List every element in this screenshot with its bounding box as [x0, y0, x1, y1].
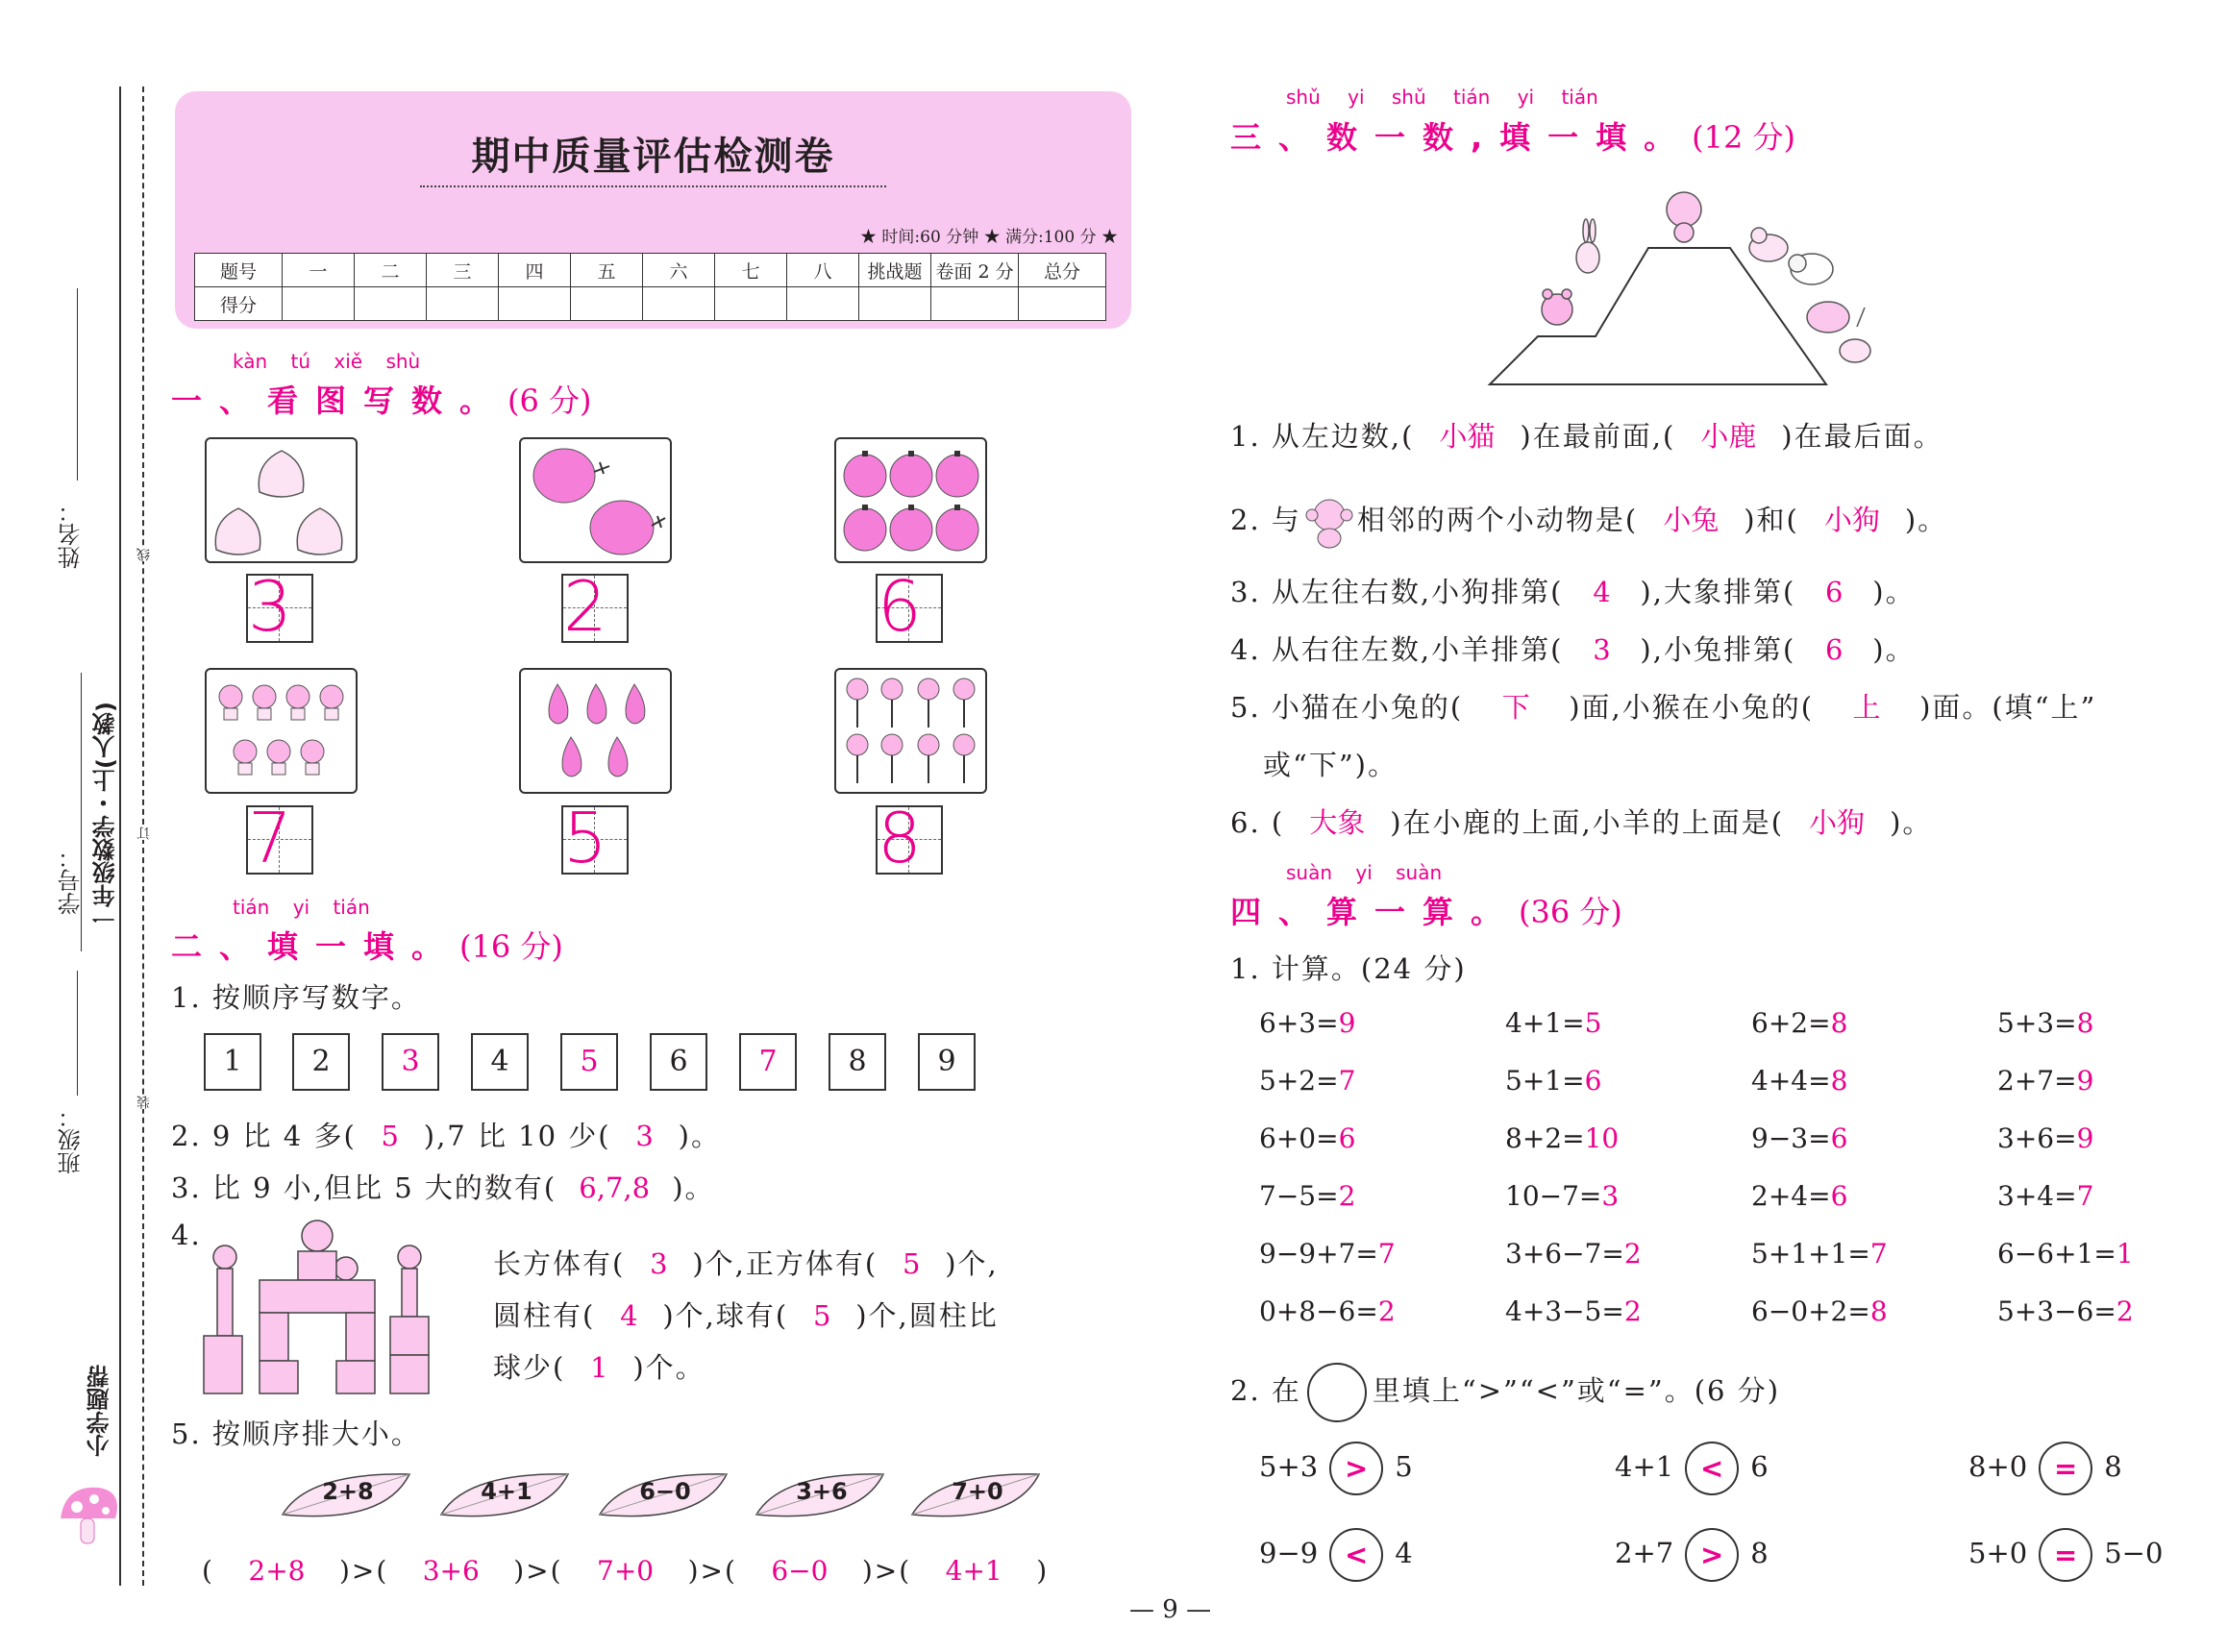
- blocks-figure: [202, 1219, 433, 1396]
- leaf-expression: 7+0: [952, 1478, 1003, 1505]
- q-text: ),7 比 10 少(: [423, 1120, 611, 1152]
- q-text: ),大象排第(: [1640, 576, 1796, 608]
- q-text: )在最后面。: [1781, 420, 1943, 453]
- s2-q5: 5. 按顺序排大小。: [171, 1418, 421, 1450]
- calc-answer[interactable]: 8: [1869, 1295, 1888, 1327]
- grade-label: 一年级数学・上(人教): [92, 702, 119, 930]
- compare-circle[interactable]: =: [2039, 1442, 2092, 1495]
- score-cell[interactable]: [283, 287, 355, 321]
- calc-expression: 2+4=: [1751, 1180, 1831, 1212]
- calc-item: [1751, 1295, 1888, 1327]
- score-cell[interactable]: [787, 287, 859, 321]
- calc-item: [1505, 1238, 1642, 1270]
- calc-expression: 5+3−6=: [1997, 1295, 2116, 1327]
- compare-circle[interactable]: <: [1685, 1442, 1739, 1495]
- apple-icon: [521, 439, 670, 561]
- answer-blank[interactable]: 小鹿: [1700, 420, 1757, 453]
- mushroom-icon: [56, 1480, 133, 1557]
- cut-mark-line: 线: [136, 548, 152, 561]
- compare-right: 5−0: [2104, 1537, 2164, 1569]
- calc-expression: 8+2=: [1505, 1122, 1585, 1154]
- q-text: )个,: [945, 1247, 999, 1280]
- leaf-expression: 2+8: [322, 1478, 374, 1505]
- calc-answer[interactable]: 2: [1623, 1295, 1642, 1327]
- answer-blank[interactable]: 1: [590, 1351, 608, 1384]
- student-id-label: 学号：: [58, 846, 85, 915]
- s4-q2: [1230, 1363, 1780, 1422]
- q-text: 2. 9 比 4 多(: [171, 1120, 357, 1152]
- s2-q4-line3: [493, 1346, 705, 1386]
- calc-answer[interactable]: 3: [1601, 1180, 1620, 1212]
- score-col: 八: [787, 254, 859, 287]
- calc-item: [1505, 1295, 1642, 1327]
- s3-pinyin: shǔ yi shǔ tián yi tián: [1286, 86, 1598, 109]
- calc-item: [1751, 1180, 1847, 1212]
- flower-icon: [836, 670, 985, 792]
- s2-title: [171, 923, 563, 967]
- s4-score: (36 分): [1519, 894, 1622, 930]
- s2-q3: [171, 1167, 715, 1206]
- calc-expression: 6+0=: [1259, 1122, 1339, 1154]
- cut-mark-bind: 订: [136, 826, 152, 840]
- calc-item: [1751, 1238, 1888, 1270]
- score-cell[interactable]: [427, 287, 499, 321]
- q-text: )个,圆柱比: [855, 1299, 999, 1332]
- answer-blank[interactable]: 上: [1852, 691, 1881, 724]
- s4-q1: 1. 计算。(24 分): [1230, 952, 1467, 985]
- answer-blank[interactable]: 4: [1593, 576, 1611, 608]
- calc-answer[interactable]: 6: [1830, 1180, 1848, 1212]
- tomatoes-picture: [834, 437, 987, 563]
- compare-item: [1615, 1528, 1769, 1582]
- s3-line6: [1230, 801, 1932, 841]
- q-text: )个,球有(: [662, 1299, 789, 1332]
- calc-item: [1997, 1180, 2093, 1212]
- answer-digit: 6: [878, 566, 922, 647]
- sequence-box[interactable]: 7: [739, 1033, 797, 1091]
- calc-item: [1259, 1007, 1355, 1039]
- answer-blank[interactable]: 6: [1825, 576, 1843, 608]
- sequence-box[interactable]: 5: [560, 1033, 618, 1091]
- class-label: 班级：: [58, 1105, 85, 1174]
- score-col: 一: [283, 254, 355, 287]
- order-blank[interactable]: 3+6: [422, 1555, 480, 1587]
- mountain-animals-figure: [1480, 173, 1884, 389]
- flower-pots-picture: [205, 668, 358, 794]
- calc-item: [1505, 1122, 1619, 1154]
- pear-icon: [521, 670, 670, 792]
- q-text: )。: [672, 1171, 715, 1204]
- q-text: 4. 从右往左数,小羊排第(: [1230, 633, 1564, 666]
- answer-blank[interactable]: 3: [650, 1247, 668, 1280]
- calc-item: [1997, 1295, 2134, 1327]
- calc-answer[interactable]: 5: [1584, 1007, 1602, 1039]
- calc-expression: 3+6−7=: [1505, 1238, 1624, 1270]
- compare-right: 4: [1395, 1537, 1413, 1569]
- tomato-icon: [836, 439, 985, 561]
- compare-right: 5: [1395, 1450, 1413, 1483]
- answer-blank[interactable]: 下: [1501, 691, 1530, 724]
- score-cell[interactable]: [715, 287, 787, 321]
- compare-circle[interactable]: >: [1329, 1442, 1383, 1495]
- compare-item: [1259, 1442, 1413, 1495]
- order-blank[interactable]: 6−0: [771, 1555, 829, 1587]
- compare-item: [1615, 1442, 1769, 1495]
- q-text: 圆柱有(: [493, 1299, 596, 1332]
- s2-q5-order: ( 2+8 )>( 3+6 )>( 7+0 )>( 6−0 )>( 4+1 ): [202, 1555, 1050, 1587]
- calc-expression: 6+2=: [1751, 1007, 1831, 1039]
- answer-digit: 3: [248, 566, 292, 647]
- answer-blank[interactable]: 4: [620, 1299, 638, 1332]
- compare-left: 5+0: [1968, 1537, 2028, 1569]
- compare-item: [1968, 1528, 2163, 1582]
- answer-blank[interactable]: 小兔: [1663, 504, 1720, 536]
- calc-expression: 5+2=: [1259, 1065, 1339, 1097]
- answer-blank[interactable]: 小猫: [1439, 420, 1496, 453]
- calc-answer[interactable]: 6: [1584, 1065, 1602, 1097]
- calc-expression: 5+1=: [1505, 1065, 1585, 1097]
- compare-right: 8: [1750, 1537, 1769, 1569]
- calc-expression: 5+3=: [1997, 1007, 2077, 1039]
- q-text: )在最前面,(: [1520, 420, 1676, 453]
- score-col: 挑战题: [859, 254, 931, 287]
- q-text: 2. 与: [1230, 504, 1301, 536]
- score-cell[interactable]: [499, 287, 571, 321]
- calc-item: [1751, 1065, 1847, 1097]
- s1-title-text: 一、看图写数。: [171, 382, 508, 419]
- q-text: 相邻的两个小动物是(: [1356, 504, 1639, 536]
- calc-item: [1997, 1007, 2093, 1039]
- s1-score: (6 分): [507, 382, 592, 419]
- calc-answer[interactable]: 1: [2116, 1238, 2134, 1270]
- calc-item: [1259, 1295, 1396, 1327]
- brand-label: 小学题帮: [87, 1365, 113, 1457]
- q-text: )个,正方体有(: [692, 1247, 878, 1280]
- class-underline: [77, 971, 78, 1096]
- calc-answer[interactable]: 8: [1830, 1007, 1848, 1039]
- calc-answer[interactable]: 2: [1377, 1295, 1396, 1327]
- calc-item: [1997, 1238, 2134, 1270]
- calc-item: [1259, 1180, 1355, 1212]
- name-label: 姓名：: [58, 500, 85, 569]
- calc-expression: 7−5=: [1259, 1180, 1339, 1212]
- calc-item: [1751, 1122, 1847, 1154]
- sequence-box[interactable]: 2: [292, 1033, 350, 1091]
- calc-expression: 2+7=: [1997, 1065, 2077, 1097]
- calc-answer[interactable]: 8: [2076, 1007, 2094, 1039]
- q-text: )和(: [1744, 504, 1799, 536]
- s2-pinyin: tián yi tián: [233, 896, 370, 919]
- calc-item: [1997, 1065, 2093, 1097]
- order-blank[interactable]: 4+1: [945, 1555, 1002, 1587]
- calc-item: [1259, 1122, 1355, 1154]
- score-col: 六: [643, 254, 715, 287]
- q-text: 5. 小猫在小兔的(: [1230, 691, 1464, 724]
- answer-blank[interactable]: 小狗: [1809, 806, 1866, 839]
- score-cell[interactable]: [859, 287, 931, 321]
- s1-pinyin: kàn tú xiě shù: [233, 350, 421, 373]
- answer-grid[interactable]: [876, 798, 943, 878]
- q-text: 3. 从左往右数,小狗排第(: [1230, 576, 1564, 608]
- calc-item: [1997, 1122, 2093, 1154]
- score-table-header-row: [195, 254, 1106, 287]
- score-col: 五: [571, 254, 643, 287]
- calc-expression: 4+1=: [1505, 1007, 1585, 1039]
- calc-expression: 6+3=: [1259, 1007, 1339, 1039]
- answer-grid[interactable]: [561, 798, 629, 878]
- q-text: ),小兔排第(: [1640, 633, 1796, 666]
- score-table-score-row: [195, 287, 1106, 321]
- score-col: 卷面 2 分: [931, 254, 1019, 287]
- calc-item: [1505, 1065, 1601, 1097]
- calc-item: [1751, 1007, 1847, 1039]
- calc-answer[interactable]: 2: [1338, 1180, 1356, 1212]
- monkey-icon: [1301, 494, 1357, 550]
- order-blank[interactable]: 2+8: [248, 1555, 306, 1587]
- calc-expression: 9−9+7=: [1259, 1238, 1378, 1270]
- pears-picture: [519, 668, 672, 794]
- s1-title: [171, 377, 592, 421]
- calc-item: [1505, 1180, 1619, 1212]
- q-text: 长方体有(: [493, 1247, 626, 1280]
- leaf-expression: 4+1: [481, 1478, 532, 1505]
- calc-answer[interactable]: 2: [2116, 1295, 2134, 1327]
- s2-q2: [171, 1115, 721, 1154]
- peach-icon: [207, 439, 356, 561]
- answer-blank[interactable]: 大象: [1309, 806, 1366, 839]
- sequence-box: 6: [650, 1033, 707, 1091]
- calc-item: [1259, 1065, 1355, 1097]
- score-cell[interactable]: [931, 287, 1019, 321]
- s3-line4: [1230, 629, 1916, 668]
- answer-blank[interactable]: 6,7,8: [579, 1171, 651, 1204]
- name-underline: [77, 288, 78, 481]
- q-text: )。: [1890, 806, 1933, 839]
- calc-answer[interactable]: 6: [1830, 1122, 1848, 1154]
- title-underline: [420, 185, 886, 187]
- sequence-box: 1: [204, 1033, 261, 1091]
- score-col: 总分: [1019, 254, 1106, 287]
- answer-blank[interactable]: 3: [635, 1120, 654, 1152]
- exam-header: [175, 91, 1131, 329]
- answer-blank[interactable]: 5: [902, 1247, 921, 1280]
- compare-circle[interactable]: =: [2039, 1528, 2092, 1582]
- answer-grid[interactable]: [246, 566, 313, 647]
- leaf-expression: 6−0: [639, 1478, 691, 1505]
- compare-circle[interactable]: >: [1685, 1528, 1739, 1582]
- calc-answer[interactable]: 6: [1338, 1122, 1356, 1154]
- calc-item: [1505, 1007, 1601, 1039]
- s3-line5: [1230, 686, 2096, 726]
- s2-q4-number: 4.: [171, 1219, 202, 1251]
- s3-title-text: 三、数一数,填一填。: [1230, 119, 1693, 156]
- calc-answer[interactable]: 7: [1869, 1238, 1888, 1270]
- q-text: 1. 从左边数,(: [1230, 420, 1415, 453]
- sequence-box: 9: [918, 1033, 976, 1091]
- sequence-box: 4: [471, 1033, 529, 1091]
- q-text: )面,小猴在小兔的(: [1569, 691, 1815, 724]
- s3-line3: [1230, 571, 1916, 610]
- calc-expression: 4+3−5=: [1505, 1295, 1624, 1327]
- compare-left: 8+0: [1968, 1450, 2028, 1483]
- compare-left: 9−9: [1259, 1537, 1319, 1569]
- s2-score: (16 分): [459, 928, 563, 965]
- exam-info: ★ 时间:60 分钟 ★ 满分:100 分 ★: [860, 228, 1118, 247]
- score-col: 题号: [195, 254, 283, 287]
- q-text: )。: [678, 1120, 721, 1152]
- s4-title-text: 四、算一算。: [1230, 894, 1520, 930]
- q-text: 3. 比 9 小,但比 5 大的数有(: [171, 1171, 557, 1204]
- calc-expression: 10−7=: [1505, 1180, 1602, 1212]
- compare-left: 2+7: [1615, 1537, 1674, 1569]
- calc-expression: 4+4=: [1751, 1065, 1831, 1097]
- answer-blank[interactable]: 3: [1593, 633, 1611, 666]
- compare-item: [1968, 1442, 2122, 1495]
- order-blank[interactable]: 7+0: [597, 1555, 655, 1587]
- answer-digit: 5: [563, 798, 607, 878]
- calc-answer[interactable]: 8: [1830, 1065, 1848, 1097]
- q-text: 6. (: [1230, 806, 1285, 839]
- answer-digit: 8: [878, 798, 922, 878]
- compare-left: 5+3: [1259, 1450, 1319, 1483]
- q-text: )个。: [632, 1351, 705, 1384]
- q-text: 球少(: [493, 1351, 566, 1384]
- calc-expression: 9−3=: [1751, 1122, 1831, 1154]
- answer-blank[interactable]: 5: [812, 1299, 831, 1332]
- s2-q1: 1. 按顺序写数字。: [171, 981, 421, 1014]
- q-text: 里填上“>”“<”或“=”。(6 分): [1372, 1374, 1781, 1407]
- page-number: — 9 —: [1129, 1595, 1212, 1624]
- score-col: 二: [355, 254, 427, 287]
- empty-circle-icon: [1307, 1363, 1367, 1422]
- calc-expression: 5+1+1=: [1751, 1238, 1870, 1270]
- q-text: )在小鹿的上面,小羊的上面是(: [1390, 806, 1785, 839]
- score-row-label: 得分: [195, 287, 283, 321]
- calc-expression: 6−6+1=: [1997, 1238, 2116, 1270]
- score-cell[interactable]: [643, 287, 715, 321]
- q-text: )。: [1904, 504, 1948, 536]
- flowers-picture: [834, 668, 987, 794]
- s4-title: [1230, 888, 1622, 932]
- s4-pinyin: suàn yi suàn: [1286, 861, 1443, 884]
- calc-answer[interactable]: 9: [2076, 1122, 2094, 1154]
- score-col: 四: [499, 254, 571, 287]
- q-text: )。: [1872, 576, 1916, 608]
- answer-blank[interactable]: 6: [1825, 633, 1843, 666]
- q-text: 2. 在: [1230, 1374, 1301, 1407]
- compare-item: [1259, 1528, 1413, 1582]
- score-cell[interactable]: [571, 287, 643, 321]
- compare-circle[interactable]: <: [1329, 1528, 1383, 1582]
- s3-line5-cont: 或“下”)。: [1263, 749, 1398, 781]
- s3-score: (12 分): [1692, 119, 1796, 156]
- calc-expression: 3+6=: [1997, 1122, 2077, 1154]
- peaches-picture: [205, 437, 358, 563]
- calc-answer[interactable]: 2: [1623, 1238, 1642, 1270]
- sequence-box: 8: [829, 1033, 886, 1091]
- score-cell[interactable]: [1019, 287, 1106, 321]
- s2-q4-line2: [493, 1294, 999, 1334]
- leaf-expression: 3+6: [796, 1478, 848, 1505]
- apples-picture: [519, 437, 672, 563]
- compare-left: 4+1: [1615, 1450, 1674, 1483]
- calc-answer[interactable]: 10: [1584, 1122, 1620, 1154]
- answer-digit: 7: [248, 798, 292, 878]
- cut-mark-staple: 装: [136, 1096, 152, 1109]
- flower-pot-icon: [207, 670, 356, 792]
- sequence-box[interactable]: 3: [382, 1033, 439, 1091]
- score-table: [194, 253, 1106, 321]
- answer-blank[interactable]: 小狗: [1823, 504, 1880, 536]
- calc-answer[interactable]: 7: [1377, 1238, 1396, 1270]
- q-text: )面。(填“上”: [1919, 691, 2097, 724]
- score-cell[interactable]: [355, 287, 427, 321]
- score-col: 三: [427, 254, 499, 287]
- answer-grid[interactable]: [561, 566, 629, 647]
- s2-q4-line1: [493, 1243, 999, 1282]
- s2-title-text: 二、填一填。: [171, 928, 460, 965]
- answer-digit: 2: [563, 566, 607, 647]
- score-col: 七: [715, 254, 787, 287]
- exam-title: 期中质量评估检测卷: [471, 135, 835, 179]
- s3-title: [1230, 113, 1795, 158]
- s3-line2: [1230, 494, 1947, 550]
- calc-expression: 0+8−6=: [1259, 1295, 1378, 1327]
- answer-blank[interactable]: 5: [381, 1120, 399, 1152]
- calc-answer[interactable]: 7: [1338, 1065, 1356, 1097]
- compare-right: 6: [1750, 1450, 1769, 1483]
- answer-grid[interactable]: [246, 798, 313, 878]
- calc-answer[interactable]: 9: [2076, 1065, 2094, 1097]
- calc-answer[interactable]: 7: [2076, 1180, 2094, 1212]
- s3-line1: [1230, 415, 1943, 455]
- calc-expression: 3+4=: [1997, 1180, 2077, 1212]
- calc-item: [1259, 1238, 1396, 1270]
- calc-answer[interactable]: 9: [1338, 1007, 1356, 1039]
- calc-expression: 6−0+2=: [1751, 1295, 1870, 1327]
- q-text: )。: [1872, 633, 1916, 666]
- answer-grid[interactable]: [876, 566, 943, 647]
- grade-underline: [81, 673, 82, 951]
- compare-right: 8: [2104, 1450, 2122, 1483]
